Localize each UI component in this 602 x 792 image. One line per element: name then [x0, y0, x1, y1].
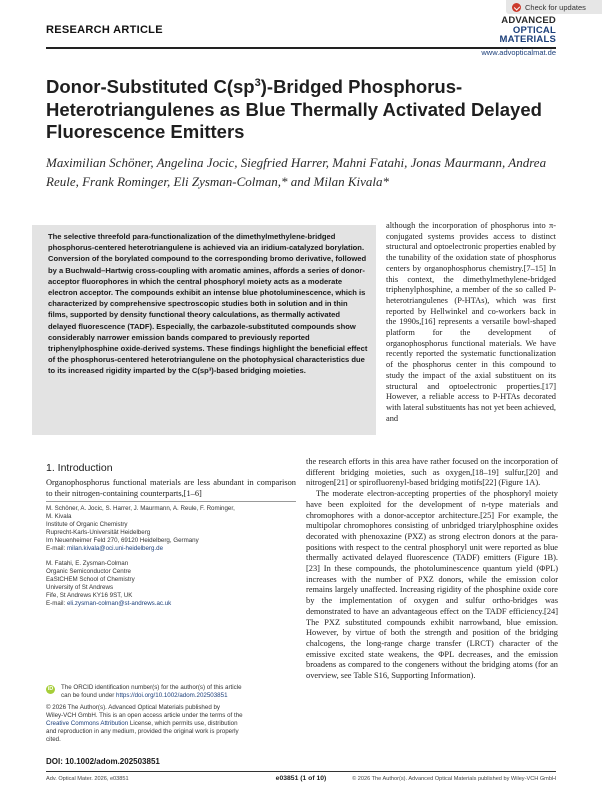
email-label: E-mail: — [46, 600, 67, 608]
affiliation-institute: Institute of Organic Chemistry — [46, 521, 128, 529]
header-rule — [46, 47, 556, 49]
section-heading-introduction: 1. Introduction — [46, 462, 113, 474]
footer-citation: Adv. Optical Mater. 2026, e03851 — [46, 776, 129, 782]
orcid-prefix: can be found under — [61, 692, 117, 700]
footer-rule — [46, 771, 556, 772]
email-label: E-mail: — [46, 545, 67, 553]
orcid-line — [61, 692, 242, 700]
journal-name-line3: MATERIALS — [499, 34, 556, 45]
title-part: Donor-Substituted C(sp — [46, 76, 255, 97]
footer-page-number: e03851 (1 of 10) — [275, 775, 327, 782]
journal-name-line2: OPTICAL — [512, 24, 556, 36]
affiliation-rule — [46, 501, 296, 502]
affiliation-names: M. Fatahi, E. Zysman-Colman — [46, 560, 129, 567]
license-line: and reproduction in any medium, provided the original work is properly — [46, 728, 239, 736]
journal-name-line1: ADVANCED — [501, 15, 556, 26]
body-paragraph: the research efforts in this area have rather focused on the incorporation of different bridging moieties, such as oxygen,[18–19] sulfur,[20] and nitrogen[21] or spirofluorenyl-based bridging motifs[22] (Figure 1A). — [306, 457, 558, 488]
license-line — [46, 720, 296, 728]
affiliation-email-row — [46, 600, 296, 608]
intro-paragraph: Organophosphorus functional materials are less abundant in comparison to their nitrogen-containing counterparts,[1–6] — [46, 478, 296, 498]
orcid-link[interactable]: https://doi.org/10.1002/adom.202503851 — [116, 692, 228, 700]
body-paragraph: although the incorporation of phosphorus into π-conjugated systems provides access to distinct structural and optoelectronic properties enabled by the tunability of the oxidation state of phosphorus centers by organophosphorus chemistry.[7–15] In this context, the dimethylmethylene-bridged triphenylphosphine, a member of the so called P-heterotriangulenes (P-HTAs), which was first reported by Hellwinkel and co-workers back in the 1990s,[16] represents a versatile bowl-shaped platform for the development of organophosphorus functional materials. We have recently reported the systematic functionalization of the phosphorus center in this compound to study the impact of the axial substituent on its structural and optoelectronic properties.[17] However, a reliable access to P-HTAs decorated with lateral substituents has not yet been achieved, and — [386, 221, 556, 423]
author-list: Maximilian Schöner, Angelina Jocic, Siegfried Harrer, Mahni Fatahi, Jonas Maurmann, Andrea Reule, Frank Rominger, Eli Zysman-Colman,* and Milan Kivala* — [46, 155, 547, 189]
right-column-text — [386, 221, 556, 424]
check-for-updates-badge[interactable] — [506, 0, 602, 14]
affiliation-names: M. Schöner, A. Jocic, S. Harrer, J. Maurmann, A. Reule, F. Rominger, — [46, 505, 235, 512]
title-part: )-Bridged Phosphorus-Heterotriangulenes as Blue Thermally Activated Delayed Fluorescence Emitters — [46, 76, 542, 142]
affiliation-address: Im Neuenheimer Feld 270, 69120 Heidelberg, Germany — [46, 537, 199, 545]
check-icon — [512, 3, 521, 12]
abstract-text: The selective threefold para-functionalization of the dimethylmethylene-bridged phosphorus-centered heterotriangulene is achieved via an iridium-catalyzed borylation. Conversion of the borylated compound to the corresponding bromo derivative, followed by a Buchwald–Hartwig cross-coupling with aromatic amines, affords a series of donor-acceptor fluorophores in which the central phosphoryl moiety acts as a moderate electron acceptor. The compounds exhibit an intense blue photoluminescence, which is characterized by comprehensive spectroscopic studies both in solution and in thin films, supported by density functional theory calculations, as thermally activated delayed fluorescence (TADF). Especially, the carbazole-substituted compounds show considerably narrower emission bands compared to previously reported triphenylphosphine oxide-derived systems. These findings highlight the beneficial effect of the phosphorus-centered heterotriangulene on the photophysical characteristics due to its increased rigidity imparted by the C(sp³)-based bridging moieties. — [48, 232, 368, 376]
affiliation-email-row — [46, 545, 296, 553]
full-column-text — [306, 457, 558, 682]
orcid-icon: iD — [47, 686, 54, 693]
license-line: Wiley-VCH GmbH. This is an open access article under the terms of the — [46, 712, 243, 720]
email-link[interactable]: milan.kivala@oci.uni-heidelberg.de — [66, 545, 164, 553]
license-note — [46, 704, 296, 744]
affiliation-address: Fife, St Andrews KY16 9ST, UK — [46, 592, 133, 600]
article-title — [46, 72, 566, 144]
body-paragraph: The moderate electron-accepting properties of the phosphoryl moiety have been exploited for the development of n-type materials and chromophores with a donor-acceptor architecture.[25] For example, the multipolar chromophores consisting of unbridged triarylphosphine oxides decorated with phenoxazine (PXZ) as strong electron donors at the para-positions with respect to the central phosphoryl unit were reported as blue thermally activated delayed fluorescence (TADF) emitters (Figure 1B).[23] In these compounds, the photoluminescence quantum yield (ΦPL) increases with the number of PXZ donors, while the emission color remains largely unaffected. Increasing rigidity of the phosphine oxide core by the implementation of oxygen and sulfur ortho-bridges was demonstrated to have an advantageous effect on the TADF efficiency.[24] The PXZ substituted compounds exhibit narrowband, blue emission. However, by virtue of both the strength and position of the bridging chalcogens, the long-range charge transfer (LRCT) character of the emissive excited state weakens, the ΦPL decreases, and the emission broadens as compared to the congeners without the bridging atoms (for an overview, see Table S16, Supporting Information). — [306, 489, 558, 681]
affiliation-school: EaStCHEM School of Chemistry — [46, 576, 135, 584]
abstract-box — [32, 225, 376, 435]
affiliation-names: M. Kivala — [46, 513, 72, 521]
affiliation-university: Ruprecht-Karls-Universität Heidelberg — [46, 529, 151, 537]
license-line: cited. — [46, 736, 61, 744]
footer-copyright: © 2026 The Author(s). Advanced Optical Materials published by Wiley-VCH GmbH — [352, 776, 556, 782]
orcid-text — [61, 684, 242, 700]
license-line: © 2026 The Author(s). Advanced Optical Materials published by — [46, 704, 221, 711]
journal-logo — [481, 16, 556, 56]
affiliation-heidelberg — [46, 505, 296, 554]
section-label: RESEARCH ARTICLE — [46, 24, 163, 36]
title-superscript: 3 — [254, 77, 261, 89]
orcid-note — [46, 684, 296, 700]
journal-url[interactable]: www.advopticalmat.de — [481, 47, 556, 57]
affiliation-st-andrews — [46, 560, 296, 609]
article-doi[interactable]: DOI: 10.1002/adom.202503851 — [46, 757, 160, 766]
check-for-updates-label: Check for updates — [525, 2, 586, 12]
orcid-line: The ORCID identification number(s) for the author(s) of this article — [61, 684, 242, 691]
email-link[interactable]: eli.zysman-colman@st-andrews.ac.uk — [66, 600, 172, 608]
affiliation-centre: Organic Semiconductor Centre — [46, 568, 131, 576]
cc-license-link[interactable]: Creative Commons Attribution — [46, 720, 129, 728]
affiliation-university: University of St Andrews — [46, 584, 114, 592]
license-text: License, which permits use, distribution — [128, 720, 238, 728]
